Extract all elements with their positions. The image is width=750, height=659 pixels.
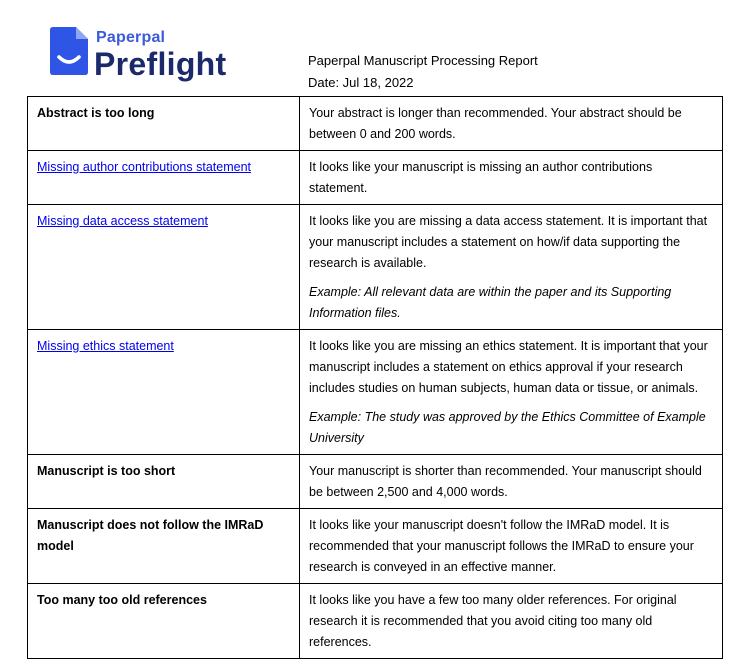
issue-message-cell [300, 455, 723, 509]
issue-message-cell [300, 584, 723, 659]
issue-title-cell [28, 455, 300, 509]
issue-message-cell [300, 97, 723, 151]
issue-example: Example: The study was approved by the Ethics Committee of Example University [309, 410, 706, 445]
issue-title-cell [28, 509, 300, 584]
table-row [28, 584, 723, 659]
issue-title: Manuscript does not follow the IMRaD model [37, 518, 264, 553]
issue-title-cell [28, 584, 300, 659]
issue-message-cell [300, 151, 723, 205]
issue-message-cell [300, 205, 723, 330]
issue-message: It looks like your manuscript is missing an author contributions statement. [309, 160, 653, 195]
issue-message: It looks like you are missing a data access statement. It is important that your manuscript includes a statement on how/if data supporting the research is available. [309, 214, 708, 270]
report-header [308, 50, 538, 94]
issue-message-cell [300, 509, 723, 584]
table-row [28, 455, 723, 509]
paperpal-document-icon [50, 27, 88, 75]
issue-link-data-access[interactable]: Missing data access statement [37, 214, 208, 228]
issue-title: Too many too old references [37, 593, 207, 607]
issues-table [27, 96, 723, 659]
issue-message: Your manuscript is shorter than recommended. Your manuscript should be between 2,500 and 4,000 words. [309, 464, 702, 499]
issue-message: Your abstract is longer than recommended. Your abstract should be between 0 and 200 words. [309, 106, 682, 141]
issue-title: Abstract is too long [37, 106, 155, 120]
table-row [28, 205, 723, 330]
report-date: Date: Jul 18, 2022 [308, 75, 414, 90]
issue-title: Manuscript is too short [37, 464, 176, 478]
table-row [28, 151, 723, 205]
table-row [28, 330, 723, 455]
table-row [28, 97, 723, 151]
logo-brand-text: Paperpal [96, 29, 166, 46]
issue-link-author-contributions[interactable]: Missing author contributions statement [37, 160, 251, 174]
issue-message: It looks like your manuscript doesn't follow the IMRaD model. It is recommended that your manuscript follows the IMRaD to ensure your research is conveyed in an effective manner. [309, 518, 694, 574]
issue-link-ethics[interactable]: Missing ethics statement [37, 339, 174, 353]
issue-title-cell [28, 205, 300, 330]
issue-message-cell [300, 330, 723, 455]
issue-message: It looks like you are missing an ethics statement. It is important that your manuscript includes a statement on ethics approval if your research includes studies on human subjects, human data or tissue, or animals. [309, 339, 708, 395]
logo-product-text: Preflight [94, 46, 227, 82]
issue-title-cell [28, 151, 300, 205]
table-row [28, 509, 723, 584]
issue-example: Example: All relevant data are within the paper and its Supporting Information files. [309, 285, 672, 320]
report-title: Paperpal Manuscript Processing Report [308, 53, 538, 68]
issue-title-cell [28, 330, 300, 455]
issue-title-cell [28, 97, 300, 151]
issue-message: It looks like you have a few too many older references. For original research it is recommended that you avoid citing too many old references. [309, 593, 677, 649]
paperpal-preflight-logo [50, 27, 240, 87]
